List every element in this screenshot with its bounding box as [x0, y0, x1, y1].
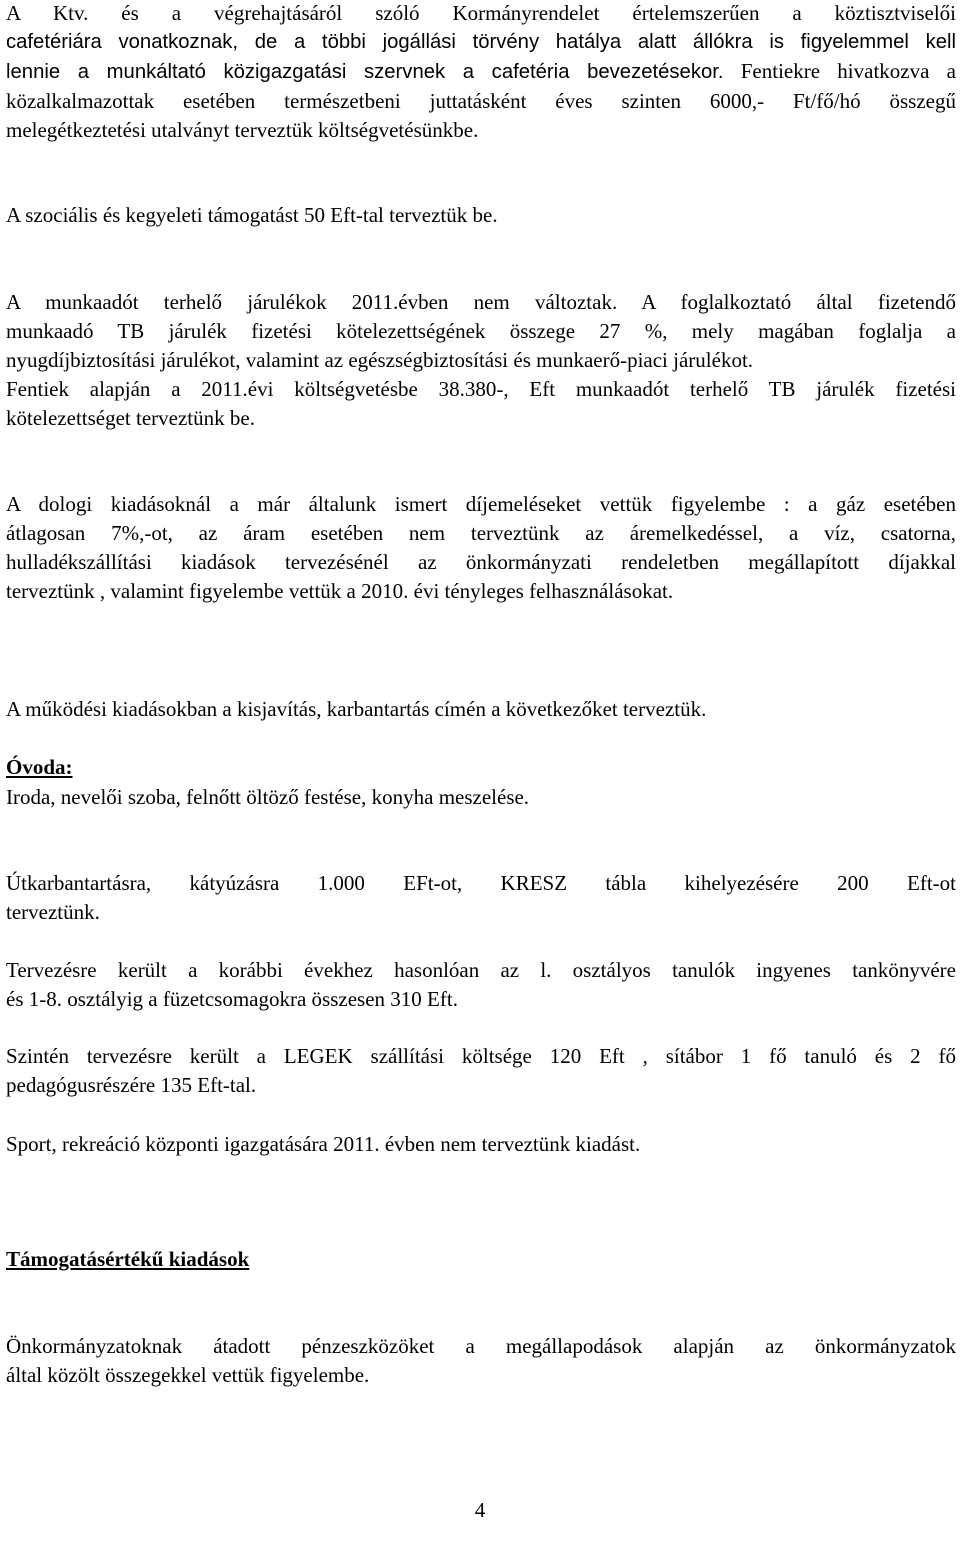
- section-heading-ovoda: Óvoda:: [6, 755, 73, 779]
- text-line: [6, 288, 956, 317]
- paragraph-support-expenses: [6, 1332, 956, 1390]
- text-span: Fentiekre hivatkozva a: [723, 59, 956, 83]
- text-line: A dologi kiadásoknál a már általunk ismert díjemeléseket vettük figyelembe : a gáz esetében: [6, 492, 956, 516]
- paragraph-textbooks: [6, 956, 956, 1014]
- section-heading-support-expenses: Támogatásértékű kiadások: [6, 1247, 250, 1271]
- text-line: Útkarbantartásra, kátyúzásra 1.000 EFt-ot, KRESZ tábla kihelyezésére 200 Eft-ot: [6, 871, 956, 895]
- text-line: [6, 57, 956, 87]
- text-line: Tervezésre került a korábbi évekhez hasonlóan az l. osztályos tanulók ingyenes tankönyvére: [6, 958, 956, 982]
- text-line: és 1-8. osztályig a füzetcsomagokra összesen 310 Eft.: [6, 987, 458, 1011]
- text-line: által közölt összegekkel vettük figyelembe.: [6, 1363, 370, 1387]
- paragraph-social-support: A szociális és kegyeleti támogatást 50 Eft-tal terveztük be.: [6, 203, 498, 227]
- page-number: 4: [474, 1498, 486, 1522]
- paragraph-operating-expenses: A működési kiadásokban a kisjavítás, karbantartás címén a következőket terveztük.: [6, 697, 707, 721]
- paragraph-ovoda: Iroda, nevelői szoba, felnőtt öltöző festése, konyha meszelése.: [6, 785, 530, 809]
- text-line: melegétkeztetési utalványt terveztük költségvetésünkbe.: [6, 118, 479, 142]
- text-line: Önkormányzatoknak átadott pénzeszközöket a megállapodások alapján az önkormányzatok: [6, 1334, 956, 1358]
- text-line: Fentiek alapján a 2011.évi költségvetésbe 38.380-, Eft munkaadót terhelő TB járulék fizetési: [6, 377, 956, 401]
- text-line: Szintén tervezésre került a LEGEK szállítási költsége 120 Eft , sítábor 1 fő tanuló és 2 fő: [6, 1044, 956, 1068]
- text-line: pedagógusrészére 135 Eft-tal.: [6, 1073, 257, 1097]
- text-line: munkaadó TB járulék fizetési kötelezettségének összege 27 %, mely magában foglalja a: [6, 319, 956, 343]
- paragraph-legek-ski-camp: [6, 1042, 956, 1100]
- paragraph-employer-contributions: [6, 288, 956, 433]
- text-span: lennie a munkáltató közigazgatási szervnek a cafetéria bevezetésekor.: [6, 61, 724, 83]
- text-line: átlagosan 7%,-ot, az áram esetében nem terveztünk az áremelkedéssel, a víz, csatorna,: [6, 521, 956, 545]
- text-span: A foglalkoztató által fizetendő: [617, 290, 956, 314]
- paragraph-sport-recreation: Sport, rekreáció központi igazgatására 2011. évben nem terveztünk kiadást.: [6, 1132, 641, 1156]
- paragraph-material-expenses: [6, 490, 956, 606]
- text-line: nyugdíjbiztosítási járulékot, valamint az egészségbiztosítási és munkaerő-piaci járulékot.: [6, 348, 754, 372]
- paragraph-cafeteria: [6, 0, 956, 145]
- text-line: A Ktv. és a végrehajtásáról szóló Kormányrendelet értelemszerűen a köztisztviselői: [6, 1, 956, 25]
- paragraph-road-maintenance: [6, 869, 956, 927]
- text-line: hulladékszállítási kiadások tervezésénél az önkormányzati rendeletben megállapított díjakkal: [6, 550, 956, 574]
- text-line: terveztünk , valamint figyelembe vettük a 2010. évi tényleges felhasználásokat.: [6, 579, 674, 603]
- text-line: cafetériára vonatkoznak, de a többi jogállási törvény hatálya alatt állókra is figyelemmel kell: [6, 31, 956, 53]
- text-line: terveztünk.: [6, 900, 100, 924]
- text-line: közalkalmazottak esetében természetbeni juttatásként éves szinten 6000,- Ft/fő/hó összegű: [6, 89, 956, 113]
- text-line: kötelezettséget terveztünk be.: [6, 406, 255, 430]
- text-span: A munkaadót terhelő járulékok 2011.évben nem változtak.: [6, 290, 618, 314]
